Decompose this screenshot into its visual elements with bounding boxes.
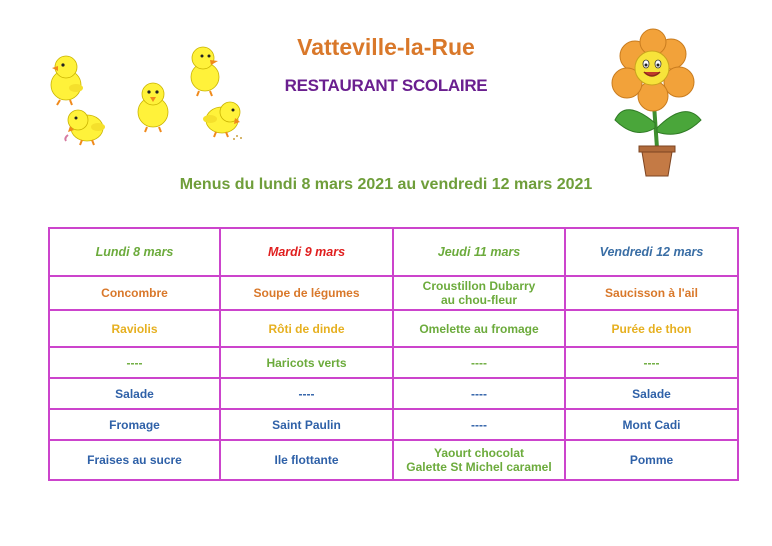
- table-cell: Saint Paulin: [220, 409, 393, 440]
- table-row: [49, 378, 738, 409]
- cell-line: au chou-fleur: [440, 293, 517, 307]
- table-cell: Pomme: [565, 440, 738, 480]
- table-cell: ----: [393, 378, 565, 409]
- table-cell: Raviolis: [49, 310, 220, 347]
- table-cell: Saucisson à l'ail: [565, 276, 738, 310]
- table-row: [49, 276, 738, 310]
- table-cell: Omelette au fromage: [393, 310, 565, 347]
- day-header-monday: Lundi 8 mars: [49, 228, 220, 276]
- cell-line: Galette St Michel caramel: [406, 460, 552, 474]
- table-cell: Ile flottante: [220, 440, 393, 480]
- chick-icon: [203, 102, 242, 140]
- chick-icon: [65, 110, 105, 145]
- table-cell: Mont Cadi: [565, 409, 738, 440]
- table-cell: Haricots verts: [220, 347, 393, 378]
- day-header-friday: Vendredi 12 mars: [565, 228, 738, 276]
- table-cell: [393, 440, 565, 480]
- table-header-row: [49, 228, 738, 276]
- table-row: [49, 310, 738, 347]
- page-subtitle: RESTAURANT SCOLAIRE: [284, 76, 488, 95]
- table-row: [49, 409, 738, 440]
- table-cell: Salade: [49, 378, 220, 409]
- day-header-tuesday: Mardi 9 mars: [220, 228, 393, 276]
- cell-line: Croustillon Dubarry: [422, 279, 536, 293]
- table-cell: Concombre: [49, 276, 220, 310]
- day-header-thursday: Jeudi 11 mars: [393, 228, 565, 276]
- table-row: [49, 440, 738, 480]
- table-cell: [393, 276, 565, 310]
- table-cell: ----: [393, 409, 565, 440]
- table-cell: ----: [565, 347, 738, 378]
- table-cell: Fromage: [49, 409, 220, 440]
- table-cell: Purée de thon: [565, 310, 738, 347]
- table-cell: Soupe de légumes: [220, 276, 393, 310]
- table-cell: ----: [220, 378, 393, 409]
- table-row: [49, 347, 738, 378]
- table-cell: ----: [393, 347, 565, 378]
- table-cell: Rôti de dinde: [220, 310, 393, 347]
- table-cell: Salade: [565, 378, 738, 409]
- table-cell: Fraises au sucre: [49, 440, 220, 480]
- table-cell: ----: [49, 347, 220, 378]
- page-title: Vatteville-la-Rue: [297, 34, 475, 60]
- cell-line: Yaourt chocolat: [433, 446, 525, 460]
- menu-dates: Menus du lundi 8 mars 2021 au vendredi 12 mars 2021: [179, 176, 593, 193]
- menu-table: [48, 227, 739, 481]
